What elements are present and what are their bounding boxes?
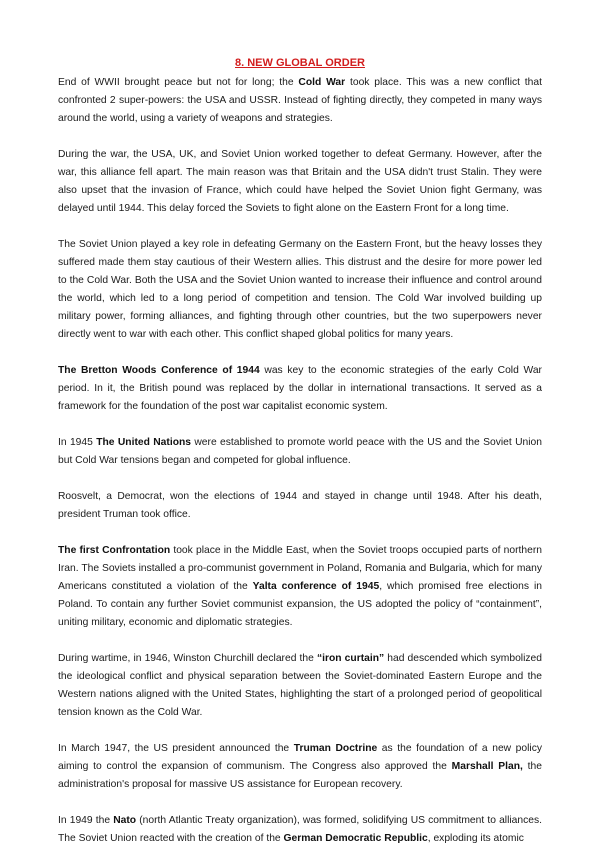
bold-term: The first Confrontation xyxy=(58,545,171,556)
bold-term: “iron curtain” xyxy=(316,653,385,664)
text-run: (north Atlantic Treaty organization), was formed, solidifying US commitment to alliances. The Soviet Union reacted with the creation of the xyxy=(58,815,543,844)
paragraph xyxy=(58,650,542,722)
paragraph xyxy=(58,236,542,344)
bold-term: German Democratic Republic xyxy=(283,833,428,844)
page-title: 8. NEW GLOBAL ORDER xyxy=(235,57,365,69)
text-run: was key to the economic strategies of the early Cold War period. In it, the British pound was replaced by the dollar in international transactions. It served as a framework for the foundation of the post war capitalist economic system. xyxy=(58,365,542,412)
bold-term: Marshall Plan, xyxy=(451,761,523,772)
text-run: In 1949 the xyxy=(58,815,114,826)
paragraph xyxy=(58,812,542,848)
text-run: The Soviet Union played a key role in defeating Germany on the Eastern Front, but the heavy losses they suffered made them stay cautious of their Western allies. This distrust and the desire for more power led to the Cold War. Both the USA and the Soviet Union wanted to increase their influence and control around the world, which led to a long period of competition and tension. The Cold War involved building up military power, forming alliances, and fighting through other countries, but the two superpowers never directly went to war with each other. This conflict shaped global politics for many years. xyxy=(58,239,542,340)
text-run: In 1945 xyxy=(58,437,97,448)
bold-term: The Bretton Woods Conference of 1944 xyxy=(58,365,260,376)
text-run: , which promised free elections in Poland. To contain any further Soviet communist expansion, the US adopted the policy of “containment”, uniting military, economic and diplomatic strategies. xyxy=(58,581,542,628)
text-run: During wartime, in 1946, Winston Churchill declared the xyxy=(58,653,317,664)
bold-term: Cold War xyxy=(298,77,346,88)
bold-term: Yalta conference of 1945 xyxy=(252,581,380,592)
text-run: were established to promote world peace with the US and the Soviet Union but Cold War tensions began and competed for global influence. xyxy=(58,437,542,466)
paragraph xyxy=(58,542,542,632)
paragraph xyxy=(58,74,542,128)
paragraph xyxy=(58,434,542,470)
paragraph xyxy=(58,362,542,416)
paragraph xyxy=(58,740,542,794)
text-run: End of WWII brought peace but not for long; the xyxy=(58,77,299,88)
bold-term: Nato xyxy=(113,815,137,826)
text-run: as the foundation of a new policy aiming to control the expansion of communism. The Congress also approved the xyxy=(58,743,542,772)
text-run: took place in the Middle East, when the Soviet troops occupied parts of northern Iran. The Soviets installed a pro-communist government in Poland, Romania and Bulgaria, which for many Americans constituted a violation of the xyxy=(58,545,542,592)
text-run: In March 1947, the US president announced the xyxy=(58,743,294,754)
text-run: had descended which symbolized the ideological conflict and physical separation between the Soviet-dominated Eastern Europe and the Western nations aligned with the United States, highlighting the start of a prolonged period of geopolitical tension known as the Cold War. xyxy=(58,653,542,718)
bold-term: Truman Doctrine xyxy=(293,743,378,754)
paragraph xyxy=(58,146,542,218)
text-run: the administration's proposal for massive US assistance for European recovery. xyxy=(58,761,542,790)
text-run: took place. This was a new conflict that confronted 2 super-powers: the USA and USSR. Instead of fighting directly, they competed in many ways around the world, using a variety of weapons and strategies. xyxy=(58,77,542,124)
text-run: Roosvelt, a Democrat, won the elections of 1944 and stayed in change until 1948. After his death, president Truman took office. xyxy=(58,491,542,520)
text-run: During the war, the USA, UK, and Soviet Union worked together to defeat Germany. However, after the war, this alliance fell apart. The main reason was that Britain and the USA didn't trust Stalin. They were also upset that the invasion of France, which could have helped the Soviet Union fight Germany, was delayed until 1944. This delay forced the Soviets to fight alone on the Eastern Front for a long time. xyxy=(58,149,542,214)
paragraph xyxy=(58,488,542,524)
document-body xyxy=(58,74,542,848)
text-run: , exploding its atomic xyxy=(427,833,524,844)
bold-term: The United Nations xyxy=(96,437,192,448)
